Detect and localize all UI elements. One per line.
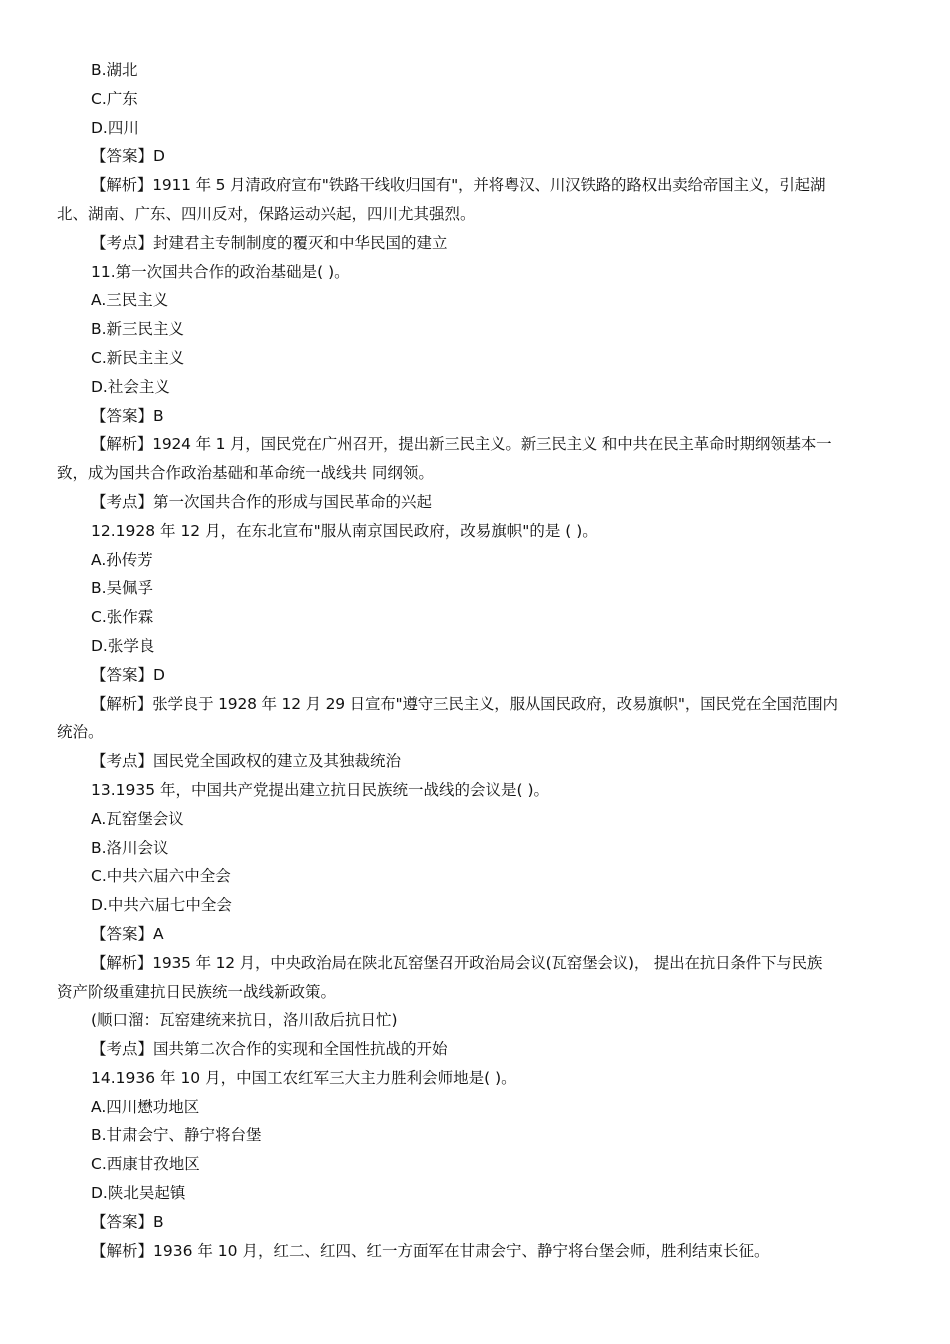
keypoint-q11: 【考点】第一次国共合作的形成与国民革命的兴起 <box>91 492 433 511</box>
analysis-q13-line1: 【解析】1935 年 12 月，中央政治局在陕北瓦窑堡召开政治局会议(瓦窑堡会议)， 提出在抗日条件下与民族 <box>91 953 823 972</box>
question-13: 13.1935 年，中国共产党提出建立抗日民族统一战线的会议是( )。 <box>91 780 550 799</box>
q12-option-b: B.吴佩孚 <box>91 579 154 598</box>
q14-option-d: D.陕北吴起镇 <box>91 1184 186 1203</box>
analysis-q10-line2: 北、湖南、广东、四川反对，保路运动兴起，四川尤其强烈。 <box>57 204 476 223</box>
q11-option-d: D.社会主义 <box>91 377 170 396</box>
analysis-q10-line1: 【解析】1911 年 5 月清政府宣布"铁路干线收归国有"，并将粤汉、川汉铁路的路权出卖给帝国主义，引起湖 <box>91 176 826 195</box>
q13-option-a: A.瓦窑堡会议 <box>91 809 184 828</box>
analysis-q14-line1: 【解析】1936 年 10 月，红二、红四、红一方面军在甘肃会宁、静宁将台堡会师，胜利结束长征。 <box>91 1241 770 1260</box>
option-d-sichuan: D.四川 <box>91 118 139 137</box>
q14-option-c: C.西康甘孜地区 <box>91 1155 200 1174</box>
q14-option-a: A.四川懋功地区 <box>91 1097 200 1116</box>
q13-option-c: C.中共六届六中全会 <box>91 867 231 886</box>
q13-option-b: B.洛川会议 <box>91 838 169 857</box>
q12-option-a: A.孙传芳 <box>91 550 153 569</box>
answer-q13: 【答案】A <box>91 924 164 943</box>
answer-q14: 【答案】B <box>91 1212 164 1231</box>
analysis-q12-line2: 统治。 <box>57 723 104 742</box>
analysis-q11-line2: 致，成为国共合作政治基础和革命统一战线共 同纲领。 <box>57 464 434 483</box>
answer-q11: 【答案】B <box>91 406 164 425</box>
question-14: 14.1936 年 10 月，中国工农红军三大主力胜利会师地是( )。 <box>91 1068 517 1087</box>
q13-option-d: D.中共六届七中全会 <box>91 896 232 915</box>
q11-option-c: C.新民主主义 <box>91 348 185 367</box>
answer-q10: 【答案】D <box>91 147 165 166</box>
q11-option-a: A.三民主义 <box>91 291 169 310</box>
q12-option-d: D.张学良 <box>91 636 155 655</box>
keypoint-q13: 【考点】国共第二次合作的实现和全国性抗战的开始 <box>91 1040 448 1059</box>
analysis-q13-line2: 资产阶级重建抗日民族统一战线新政策。 <box>57 982 337 1001</box>
mnemonic-q13: (顺口溜：瓦窑建统来抗日，洛川敌后抗日忙) <box>91 1011 398 1030</box>
question-12: 12.1928 年 12 月，在东北宣布"服从南京国民政府，改易旗帜"的是 ( )。 <box>91 521 598 540</box>
q12-option-c: C.张作霖 <box>91 608 154 627</box>
keypoint-q12: 【考点】国民党全国政权的建立及其独裁统治 <box>91 752 402 771</box>
answer-q12: 【答案】D <box>91 665 165 684</box>
analysis-q12-line1: 【解析】张学良于 1928 年 12 月 29 日宣布"遵守三民主义，服从国民政府，改易旗帜"，国民党在全国范围内 <box>91 694 838 713</box>
q11-option-b: B.新三民主义 <box>91 320 185 339</box>
document-page <box>0 56 950 1265</box>
option-c-guangdong: C.广东 <box>91 89 138 108</box>
keypoint-q10: 【考点】封建君主专制制度的覆灭和中华民国的建立 <box>91 233 448 252</box>
option-b-hubei: B.湖北 <box>91 61 138 79</box>
analysis-q11-line1: 【解析】1924 年 1 月，国民党在广州召开，提出新三民主义。新三民主义 和中共在民主革命时期纲领基本一 <box>91 435 832 454</box>
question-11: 11.第一次国共合作的政治基础是( )。 <box>91 262 350 281</box>
q14-option-b: B.甘肃会宁、静宁将台堡 <box>91 1126 262 1145</box>
